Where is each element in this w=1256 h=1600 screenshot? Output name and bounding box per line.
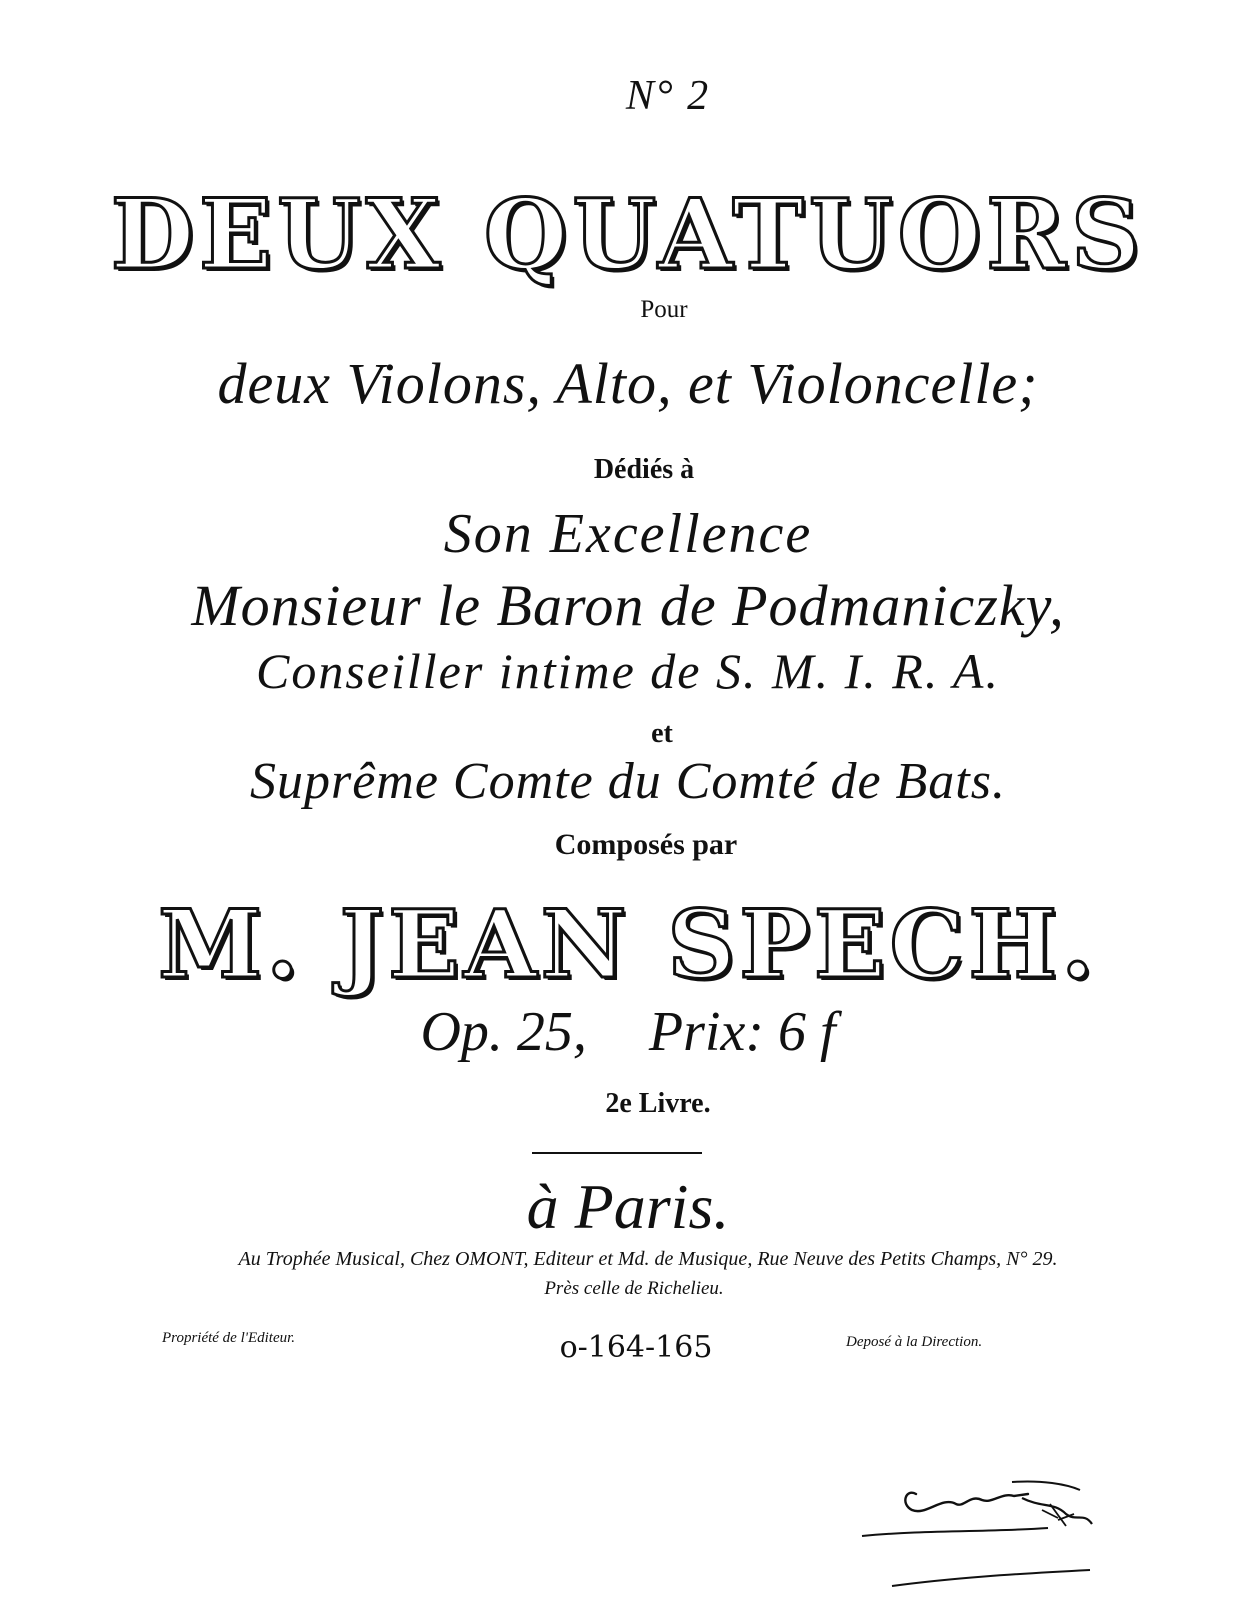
dedicatee-honorific: Son Excellence: [443, 503, 813, 565]
publication-place: à Paris.: [526, 1171, 730, 1242]
dedicatee-office: Suprême Comte du Comté de Bats.: [249, 753, 1006, 810]
opus-number: Op. 25,: [420, 1001, 587, 1063]
pour-label: Pour: [640, 296, 688, 323]
composed-by-label: Composés par: [554, 828, 738, 861]
deposit-notice: Deposé à la Direction.: [846, 1334, 983, 1350]
plate-number: o-164-165: [559, 1330, 713, 1365]
property-notice: Propriété de l'Editeur.: [162, 1330, 296, 1346]
publisher-address: Au Trophée Musical, Chez OMONT, Editeur et Md. de Musique, Rue Neuve des Petits Champs, N° 29.: [238, 1248, 1058, 1270]
divider: [532, 1152, 702, 1154]
conjunction: et: [651, 718, 673, 749]
instrumentation: deux Violons, Alto, et Violoncelle;: [217, 351, 1039, 416]
main-title: DEUX QUATUORS: [110, 178, 1146, 291]
dedication-label: Dédiés à: [593, 454, 695, 485]
publisher-address-note: Près celle de Richelieu.: [544, 1278, 724, 1299]
composer-name: M. JEAN SPECH.: [158, 890, 1098, 1000]
price: Prix: 6 f: [648, 1001, 836, 1063]
handwritten-signature-icon: [852, 1474, 1102, 1594]
dedicatee-title: Conseiller intime de S. M. I. R. A.: [256, 643, 1000, 699]
dedicatee-name: Monsieur le Baron de Podmaniczky,: [191, 573, 1065, 638]
opus-price-row: [0, 1000, 1256, 1064]
book-number: 2e Livre.: [605, 1088, 711, 1119]
volume-number: N° 2: [625, 73, 711, 119]
